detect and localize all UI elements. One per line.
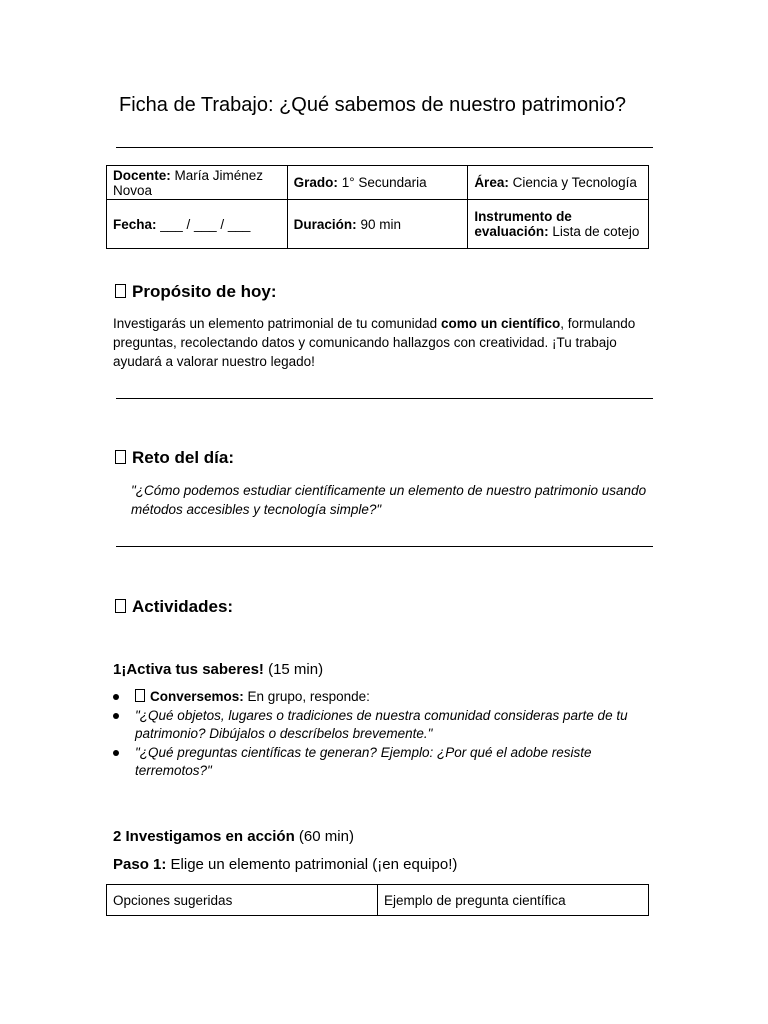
divider-line — [116, 147, 653, 148]
bullet-icon — [113, 694, 119, 700]
list-item — [113, 688, 653, 706]
placeholder-box-icon — [115, 284, 126, 298]
reto-heading — [115, 448, 234, 468]
actividades-heading-text: Actividades: — [132, 597, 234, 616]
activity-1-number: 1 — [113, 661, 122, 678]
instrumento-label: Instrumento de evaluación: — [474, 209, 572, 239]
bullet-icon — [113, 750, 119, 756]
activity-2-heading — [113, 828, 354, 846]
activity-2-title: Investigamos en acción — [125, 828, 295, 845]
docente-value: María Jiménez Novoa — [113, 167, 264, 198]
reto-quote: "¿Cómo podemos estudiar científicamente un elemento de nuestro patrimonio usando métodos accesibles y tecnología simple?" — [131, 483, 647, 517]
paso-1-text: Elige un elemento patrimonial (¡en equipo!) — [166, 856, 458, 873]
area-label: Área: — [474, 175, 509, 190]
table-header-cell: Opciones sugeridas — [107, 885, 378, 916]
docente-label: Docente: — [113, 167, 171, 183]
grado-label: Grado: — [293, 175, 338, 190]
proposito-heading — [115, 282, 277, 302]
duracion-value: 90 min — [360, 216, 401, 232]
info-table — [106, 165, 649, 249]
activity-1-duration: (15 min) — [268, 661, 324, 678]
duracion-cell — [287, 200, 468, 249]
actividades-heading — [115, 597, 233, 617]
instrumento-cell — [468, 200, 649, 249]
proposito-text-bold: como un científico — [440, 316, 561, 331]
divider-line — [116, 398, 653, 399]
bullet-icon — [113, 713, 119, 719]
placeholder-box-icon — [115, 450, 126, 464]
list-item — [113, 707, 653, 743]
grado-cell — [287, 166, 468, 200]
conversemos-text: En grupo, responde: — [243, 689, 370, 704]
proposito-text-start: Investigarás un elemento patrimonial de tu comunidad — [113, 316, 441, 331]
proposito-paragraph — [113, 314, 658, 371]
fecha-cell — [107, 200, 288, 249]
question-text: "¿Qué preguntas científicas te generan? Ejemplo: ¿Por qué el adobe resiste terremotos?" — [135, 745, 592, 778]
options-table — [106, 884, 649, 916]
activity-1-list — [113, 688, 653, 781]
reto-heading-text: Reto del día: — [132, 448, 235, 467]
fecha-label: Fecha: — [113, 216, 157, 232]
proposito-text-end: , formulando preguntas, recolectando datos y comunicando hallazgos con creatividad. ¡Tu trabajo ayudará a valorar nuestro legado! — [113, 316, 636, 369]
fecha-value: ___ / ___ / ___ — [160, 216, 251, 232]
area-cell — [468, 166, 649, 200]
table-row — [107, 885, 649, 916]
docente-cell — [107, 166, 288, 200]
placeholder-box-icon — [135, 689, 145, 702]
divider-line — [116, 546, 653, 547]
activity-2-number: 2 — [113, 828, 122, 845]
placeholder-box-icon — [115, 599, 126, 613]
table-header-cell: Ejemplo de pregunta científica — [378, 885, 649, 916]
list-item — [113, 744, 653, 780]
duracion-label: Duración: — [293, 216, 357, 232]
question-text: "¿Qué objetos, lugares o tradiciones de nuestra comunidad consideras parte de tu patrimonio? Dibújalos o descríbelos brevemente." — [135, 708, 628, 741]
paso-1-label: Paso 1: — [113, 856, 167, 873]
grado-value: 1° Secundaria — [341, 175, 427, 190]
activity-1-heading — [113, 661, 323, 679]
activity-1-title: ¡Activa tus saberes! — [121, 661, 264, 678]
page-title: Ficha de Trabajo: ¿Qué sabemos de nuestro patrimonio? — [119, 94, 626, 116]
instrumento-value: Lista de cotejo — [552, 224, 640, 239]
activity-2-duration: (60 min) — [298, 828, 354, 845]
paso-1 — [113, 856, 457, 874]
conversemos-label: Conversemos: — [150, 689, 244, 704]
proposito-heading-text: Propósito de hoy: — [132, 282, 277, 301]
area-value: Ciencia y Tecnología — [512, 175, 637, 190]
